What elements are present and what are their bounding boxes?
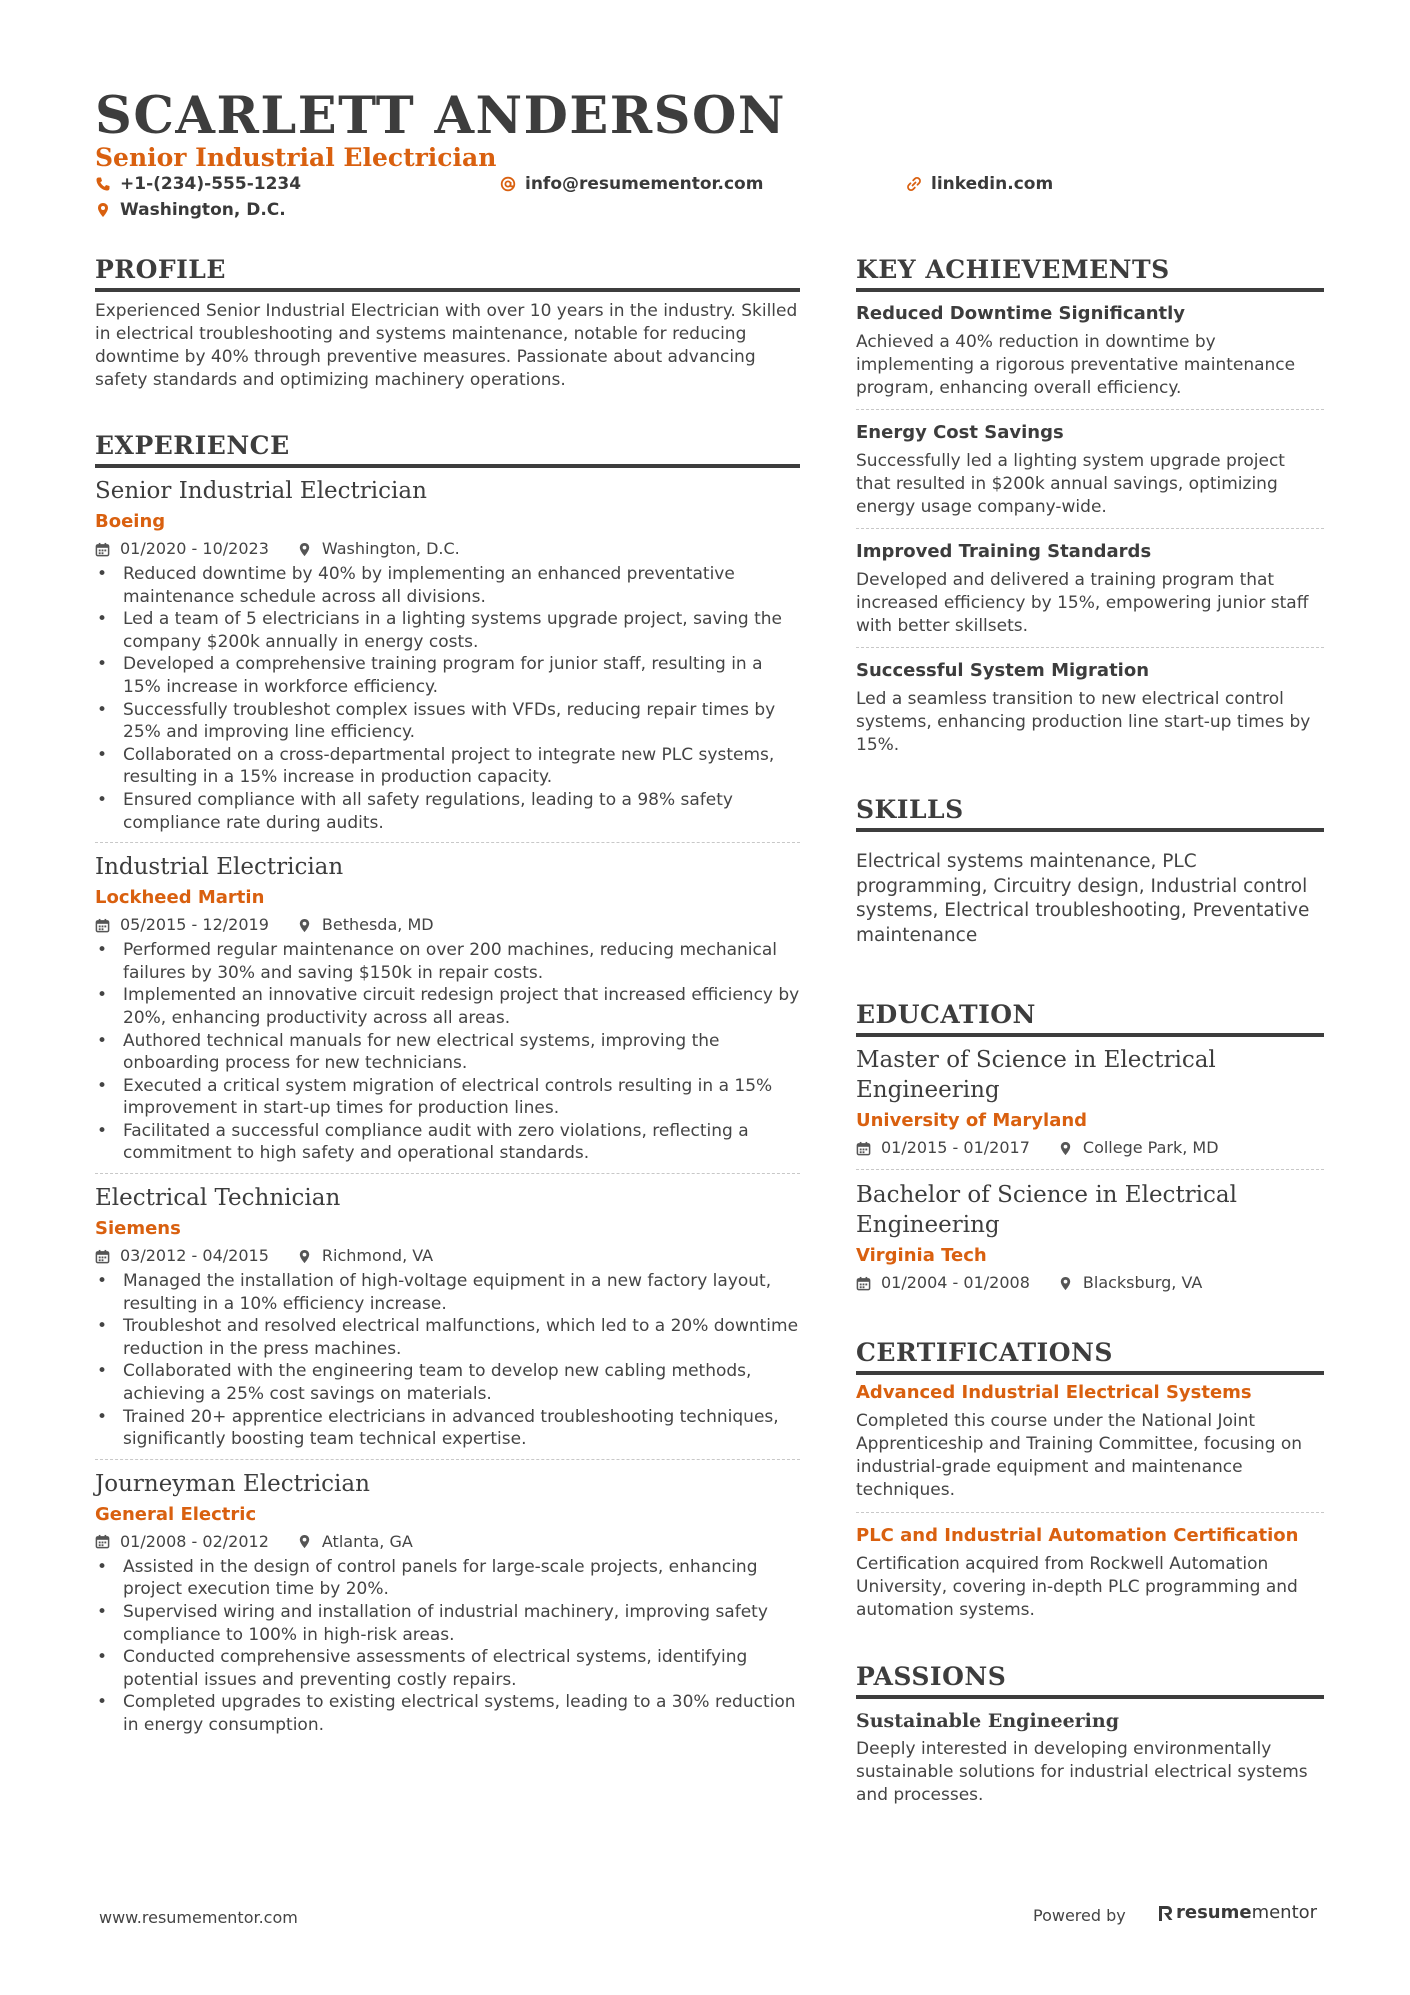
job-entry (95, 476, 800, 834)
job-bullets (95, 1556, 800, 1737)
calendar-icon (95, 1249, 110, 1264)
location-pin-icon (1058, 1141, 1073, 1156)
footer-powered-by: Powered by (1033, 1906, 1126, 1925)
location-pin-icon (297, 542, 312, 557)
job-dates: 05/2015 - 12/2019 (120, 915, 269, 935)
location-pin-icon (297, 1534, 312, 1549)
bullet-item: • Implemented an innovative circuit redesign project that increased efficiency by 20%, enhancing productivity across all areas. (95, 984, 800, 1029)
divider (856, 409, 1324, 410)
job-entry (95, 852, 800, 1165)
degree-title: Bachelor of Science in Electrical Engineering (856, 1182, 1237, 1238)
education-meta (856, 1137, 1324, 1159)
divider (856, 528, 1324, 529)
school-name: University of Maryland (856, 1110, 1088, 1131)
certification-title: Advanced Industrial Electrical Systems (856, 1382, 1252, 1403)
job-meta (95, 538, 800, 560)
passions-section (856, 1662, 1324, 1807)
bullet-item: • Managed the installation of high-voltage equipment in a new factory layout, resulting in a 10% efficiency increase. (95, 1270, 800, 1315)
footer-url[interactable]: www.resumementor.com (99, 1908, 298, 1927)
bullet-item: • Reduced downtime by 40% by implementing an enhanced preventative maintenance schedule across all divisions. (95, 563, 800, 608)
job-role: Electrical Technician (95, 1185, 341, 1212)
bullet-item: • Developed a comprehensive training program for junior staff, resulting in a 15% increase in workforce efficiency. (95, 653, 800, 698)
contact-phone (95, 173, 301, 195)
achievement-text: Developed and delivered a training program that increased efficiency by 15%, empowering junior staff with better skillsets. (856, 570, 1309, 636)
school-name: Virginia Tech (856, 1245, 987, 1266)
job-bullets (95, 1270, 800, 1451)
certifications-heading: CERTIFICATIONS (856, 1338, 1324, 1375)
email-text[interactable]: info@resumementor.com (525, 174, 764, 194)
job-company: General Electric (95, 1503, 257, 1525)
bullet-item: • Collaborated with the engineering team to develop new cabling methods, achieving a 25% cost savings on materials. (95, 1360, 800, 1405)
contact-location (95, 199, 286, 221)
profile-section (95, 255, 800, 392)
achievements-section (856, 255, 1324, 757)
contact-email (500, 173, 763, 195)
location-pin-icon (95, 202, 111, 218)
job-dates: 01/2008 - 02/2012 (120, 1531, 269, 1551)
achievement-item (856, 421, 1324, 519)
calendar-icon (95, 918, 110, 933)
bullet-item: • Successfully troubleshot complex issues with VFDs, reducing repair times by 25% and improving line efficiency. (95, 699, 800, 744)
job-company: Boeing (95, 511, 166, 532)
job-bullets (95, 939, 800, 1165)
bullet-item: • Completed upgrades to existing electrical systems, leading to a 30% reduction in energy consumption. (95, 1691, 800, 1736)
logo-text-resume: resume (1176, 1902, 1252, 1923)
bullet-item: • Ensured compliance with all safety regulations, leading to a 98% safety compliance rate during audits. (95, 789, 800, 834)
calendar-icon (856, 1276, 871, 1291)
candidate-name: SCARLETT ANDERSON (95, 86, 786, 146)
bullet-item: • Led a team of 5 electricians in a lighting systems upgrade project, saving the company $200k annually in energy costs. (95, 608, 800, 653)
achievement-title: Improved Training Standards (856, 541, 1152, 562)
job-location: Bethesda, MD (321, 915, 434, 935)
footer-logo[interactable] (1157, 1902, 1317, 1923)
bullet-item: • Performed regular maintenance on over 200 machines, reducing mechanical failures by 30% and saving $150k in repair costs. (95, 939, 800, 984)
divider (856, 1512, 1324, 1513)
phone-text[interactable]: +1-(234)-555-1234 (120, 174, 302, 194)
achievement-item (856, 540, 1324, 638)
achievement-text: Led a seamless transition to new electrical control systems, enhancing production line start-up times by 15%. (856, 689, 1311, 755)
achievement-title: Energy Cost Savings (856, 422, 1064, 443)
education-meta (856, 1272, 1324, 1294)
candidate-title: Senior Industrial Electrician (95, 143, 497, 172)
achievement-text: Successfully led a lighting system upgrade project that resulted in $200k annual savings, optimizing energy usage company-wide. (856, 451, 1285, 517)
divider (95, 842, 800, 843)
education-section (856, 1000, 1324, 1294)
phone-icon (95, 176, 111, 192)
contact-linkedin (906, 173, 1053, 195)
resumementor-logo-icon (1157, 1903, 1173, 1923)
certification-text: Completed this course under the National Joint Apprenticeship and Training Committee, focusing on industrial-grade equipment and maintenance techniques. (856, 1411, 1303, 1500)
education-location: Blacksburg, VA (1082, 1273, 1203, 1292)
at-icon (500, 176, 516, 192)
job-location: Atlanta, GA (321, 1531, 413, 1551)
bullet-item: • Authored technical manuals for new electrical systems, improving the onboarding process for new technicians. (95, 1030, 800, 1075)
certification-text: Certification acquired from Rockwell Automation University, covering in-depth PLC programming and automation systems. (856, 1554, 1298, 1620)
bullet-item: • Collaborated on a cross-departmental project to integrate new PLC systems, resulting in a 15% increase in production capacity. (95, 744, 800, 789)
achievements-heading: KEY ACHIEVEMENTS (856, 255, 1324, 292)
profile-text: Experienced Senior Industrial Electrician with over 10 years in the industry. Skilled in electrical troubleshooting and systems maintenance, notable for reducing downtime by 40% through preventive measures. Passionate about advancing safety standards and optimizing machinery operations. (95, 301, 798, 390)
bullet-item: • Assisted in the design of control panels for large-scale projects, enhancing project execution time by 20%. (95, 1556, 800, 1601)
certification-item (856, 1524, 1324, 1622)
divider (95, 1459, 800, 1460)
calendar-icon (95, 542, 110, 557)
job-meta (95, 914, 800, 936)
location-text: Washington, D.C. (120, 200, 286, 220)
job-dates: 03/2012 - 04/2015 (120, 1246, 269, 1266)
skills-text: Electrical systems maintenance, PLC programming, Circuitry design, Industrial control systems, Electrical troubleshooting, Preventative maintenance (856, 851, 1310, 946)
certification-item (856, 1381, 1324, 1502)
passion-title: Sustainable Engineering (856, 1710, 1119, 1732)
achievement-item (856, 659, 1324, 757)
achievement-text: Achieved a 40% reduction in downtime by implementing a rigorous preventative maintenance program, enhancing overall efficiency. (856, 332, 1296, 398)
divider (95, 1173, 800, 1174)
job-location: Washington, D.C. (321, 539, 460, 558)
job-company: Siemens (95, 1218, 181, 1240)
job-role: Journeyman Electrician (95, 1470, 370, 1497)
job-company: Lockheed Martin (95, 887, 265, 909)
link-icon (906, 176, 922, 192)
divider (856, 647, 1324, 648)
education-dates: 01/2015 - 01/2017 (881, 1138, 1030, 1157)
achievement-item (856, 302, 1324, 400)
bullet-item: • Trained 20+ apprentice electricians in advanced troubleshooting techniques, significantly boosting team technical expertise. (95, 1406, 800, 1451)
education-dates: 01/2004 - 01/2008 (881, 1273, 1030, 1292)
job-entry (95, 1469, 800, 1737)
certifications-section (856, 1338, 1324, 1622)
logo-text-mentor: mentor (1251, 1902, 1318, 1923)
experience-heading: EXPERIENCE (95, 431, 800, 468)
bullet-item: • Supervised wiring and installation of industrial machinery, improving safety compliance to 100% in high-risk areas. (95, 1601, 800, 1646)
skills-heading: SKILLS (856, 795, 1324, 832)
passion-text: Deeply interested in developing environmentally sustainable solutions for industrial electrical systems and processes. (856, 1739, 1308, 1805)
job-role: Industrial Electrician (95, 854, 344, 881)
achievement-title: Successful System Migration (856, 660, 1150, 681)
job-bullets (95, 563, 800, 834)
education-item (856, 1180, 1324, 1294)
skills-section (856, 795, 1324, 948)
bullet-item: • Troubleshot and resolved electrical malfunctions, which led to a 20% downtime reduction in the press machines. (95, 1315, 800, 1360)
calendar-icon (856, 1141, 871, 1156)
left-column (95, 255, 800, 1737)
location-pin-icon (1058, 1276, 1073, 1291)
degree-title: Master of Science in Electrical Engineering (856, 1047, 1216, 1103)
divider (856, 1169, 1324, 1170)
job-meta (95, 1531, 800, 1553)
bullet-item: • Facilitated a successful compliance audit with zero violations, reflecting a commitment to high safety and operational standards. (95, 1120, 800, 1165)
linkedin-text[interactable]: linkedin.com (931, 174, 1054, 194)
passions-heading: PASSIONS (856, 1662, 1324, 1699)
right-column (856, 255, 1324, 1807)
passion-item (856, 1709, 1324, 1807)
job-entry (95, 1183, 800, 1451)
location-pin-icon (297, 1249, 312, 1264)
job-dates: 01/2020 - 10/2023 (120, 539, 269, 558)
job-meta (95, 1245, 800, 1267)
job-location: Richmond, VA (321, 1246, 434, 1266)
calendar-icon (95, 1534, 110, 1549)
profile-heading: PROFILE (95, 255, 800, 292)
education-heading: EDUCATION (856, 1000, 1324, 1037)
experience-section (95, 431, 800, 1737)
location-pin-icon (297, 918, 312, 933)
job-role: Senior Industrial Electrician (95, 478, 427, 504)
bullet-item: • Executed a critical system migration of electrical controls resulting in a 15% improvement in start-up times for production lines. (95, 1075, 800, 1120)
education-item (856, 1045, 1324, 1159)
education-location: College Park, MD (1082, 1138, 1219, 1157)
certification-title: PLC and Industrial Automation Certification (856, 1525, 1299, 1546)
achievement-title: Reduced Downtime Significantly (856, 303, 1186, 324)
bullet-item: • Conducted comprehensive assessments of electrical systems, identifying potential issues and preventing costly repairs. (95, 1646, 800, 1691)
